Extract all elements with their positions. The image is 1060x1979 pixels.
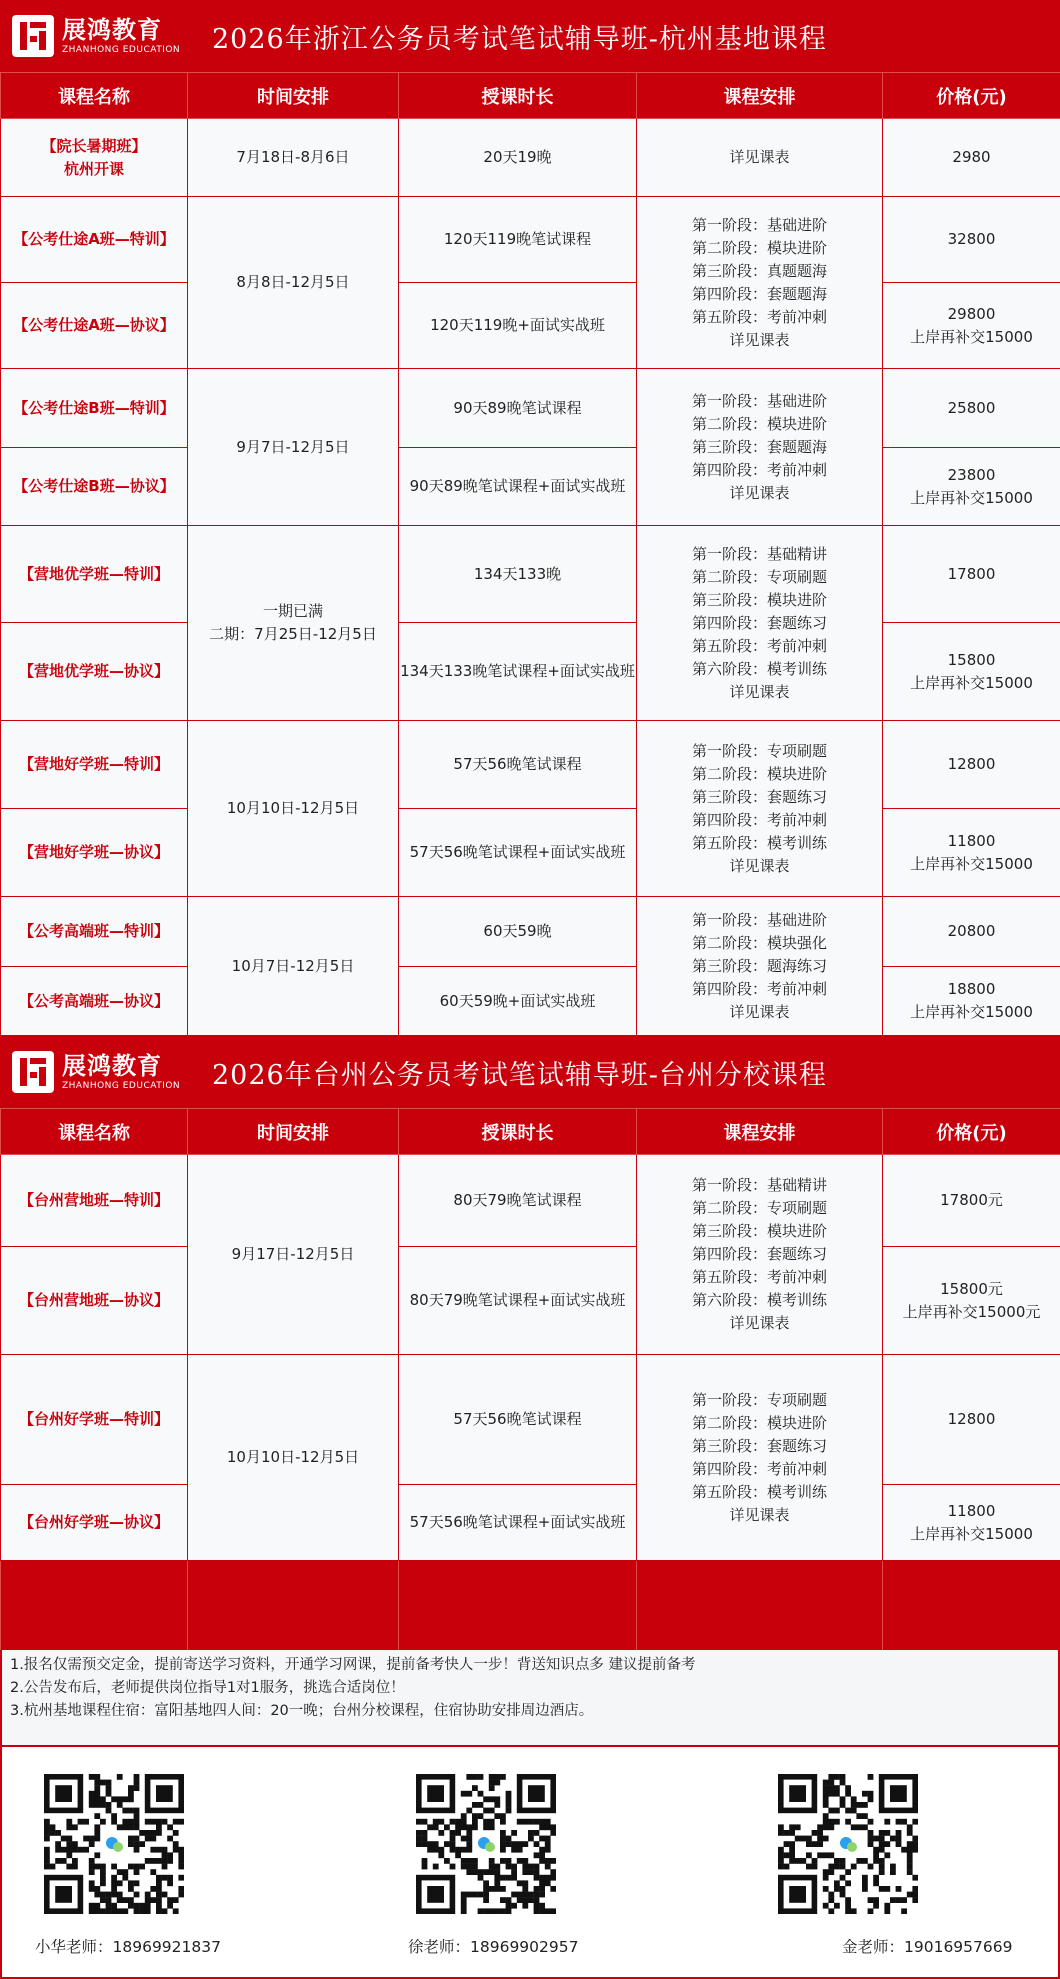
schedule-cell: [637, 197, 883, 369]
duration-cell: 134天133晚笔试课程+面试实战班: [399, 623, 637, 721]
schedule-line: 第五阶段：考前冲刺: [691, 636, 827, 655]
course-table-hangzhou: [0, 72, 1060, 1036]
duration-cell: 57天56晚笔试课程: [399, 1355, 637, 1485]
duration-cell: 120天119晚笔试课程: [399, 197, 637, 283]
course-name-cell: 【营地优学班—协议】: [1, 623, 188, 721]
header-duration: 授课时长: [399, 73, 637, 119]
empty-cell: [1, 1561, 188, 1651]
price-value: 11800: [947, 831, 996, 850]
empty-cell: [883, 1561, 1060, 1651]
brand-logo: [12, 15, 190, 57]
schedule-line: 第四阶段：考前冲刺: [691, 979, 827, 998]
price-cell: [883, 1485, 1060, 1561]
schedule-line: 第四阶段：套题练习: [691, 1245, 827, 1263]
course-name-cell: 【台州营地班—特训】: [1, 1155, 188, 1247]
table-row: [1, 1247, 1060, 1355]
schedule-line: 详见课表: [729, 330, 790, 349]
duration-cell: 57天56晚笔试课程+面试实战班: [399, 809, 637, 897]
schedule-cell: [637, 897, 883, 1036]
header-banner-hangzhou: [0, 0, 1060, 72]
table-row: [1, 197, 1060, 283]
table-row: [1, 369, 1060, 448]
contact-xu: 徐老师：18969902957: [408, 1938, 579, 1956]
price-cell: 17800: [883, 526, 1060, 623]
schedule-line: 第六阶段：模考训练: [691, 1291, 827, 1309]
empty-cell: [399, 1561, 637, 1651]
schedule-line: 第二阶段：模块进阶: [691, 238, 827, 257]
schedule-line: 第一阶段：基础进阶: [691, 910, 827, 929]
time-cell: 8月8日-12月5日: [188, 197, 399, 369]
time-cell: 7月18日-8月6日: [188, 119, 399, 197]
schedule-line: 详见课表: [729, 483, 790, 502]
schedule-line: 第一阶段：专项刷题: [691, 741, 827, 760]
schedule-line: 第五阶段：模考训练: [691, 1482, 827, 1501]
price-value: 23800: [947, 465, 996, 484]
duration-cell: 57天56晚笔试课程: [399, 721, 637, 809]
time-cell: 9月17日-12月5日: [188, 1155, 399, 1355]
schedule-line: 详见课表: [729, 1002, 790, 1021]
schedule-line: 第三阶段：套题题海: [691, 437, 827, 456]
schedule-line: 详见课表: [729, 1314, 790, 1332]
schedule-line: 第一阶段：基础进阶: [691, 215, 827, 234]
time-cell: 10月10日-12月5日: [188, 1355, 399, 1561]
schedule-cell: 详见课表: [637, 119, 883, 197]
table-row: [1, 809, 1060, 897]
price-cell: 17800元: [883, 1155, 1060, 1247]
schedule-line: 第五阶段：考前冲刺: [691, 1268, 827, 1286]
time-status: 一期已满: [262, 602, 323, 620]
schedule-line: 第二阶段：模块进阶: [691, 1413, 827, 1432]
duration-cell: 60天59晚+面试实战班: [399, 967, 637, 1036]
price-note: 上岸再补交15000: [910, 854, 1033, 873]
duration-cell: 120天119晚+面试实战班: [399, 283, 637, 369]
empty-cell: [188, 1561, 399, 1651]
schedule-cell: [637, 369, 883, 526]
course-name-cell: 【台州好学班—特训】: [1, 1355, 188, 1485]
table-row: [1, 1155, 1060, 1247]
schedule-line: 第四阶段：考前冲刺: [691, 810, 827, 829]
note-line: 2.公告发布后，老师提供岗位指导1对1服务，挑选合适岗位！: [10, 1680, 405, 1696]
schedule-line: 第三阶段：套题练习: [691, 787, 827, 806]
empty-red-row: [1, 1561, 1060, 1651]
logo-english-name: ZHANHONG EDUCATION: [62, 1080, 181, 1091]
schedule-line: 第一阶段：基础进阶: [691, 391, 827, 410]
header-schedule: 课程安排: [637, 1109, 883, 1155]
schedule-line: 第一阶段：专项刷题: [691, 1390, 827, 1409]
schedule-line: 第五阶段：考前冲刺: [691, 307, 827, 326]
price-note: 上岸再补交15000元: [902, 1302, 1041, 1321]
duration-cell: 20天19晚: [399, 119, 637, 197]
schedule-line: 第二阶段：模块强化: [691, 933, 827, 952]
header-duration: 授课时长: [399, 1109, 637, 1155]
price-cell: 25800: [883, 369, 1060, 448]
price-cell: [883, 623, 1060, 721]
logo-mark-icon: [12, 15, 54, 57]
header-course-name: 课程名称: [1, 1109, 188, 1155]
note-line: 3.杭州基地课程住宿：富阳基地四人间：20一晚；台州分校课程，住宿协助安排周边酒店。: [10, 1703, 594, 1719]
header-price: 价格(元): [883, 1109, 1060, 1155]
course-name-cell: 【公考仕途A班—协议】: [1, 283, 188, 369]
logo-name: 展鸿教育: [62, 15, 162, 44]
schedule-cell: [637, 1155, 883, 1355]
schedule-line: 详见课表: [729, 682, 790, 701]
section-title-hangzhou: 2026年浙江公务员考试笔试辅导班-杭州基地课程: [212, 23, 827, 55]
schedule-line: 第二阶段：专项刷题: [691, 567, 827, 586]
table-row: [1, 283, 1060, 369]
header-price: 价格(元): [883, 73, 1060, 119]
table-row: [1, 1485, 1060, 1561]
price-note: 上岸再补交15000: [910, 1003, 1033, 1021]
price-cell: 12800: [883, 721, 1060, 809]
course-name: 【院长暑期班】: [41, 136, 147, 155]
schedule-cell: [637, 526, 883, 721]
table-row: [1, 623, 1060, 721]
logo-name: 展鸿教育: [62, 1051, 162, 1080]
brand-logo: [12, 1051, 190, 1093]
duration-cell: 90天89晚笔试课程: [399, 369, 637, 448]
course-name-cell: 【台州好学班—协议】: [1, 1485, 188, 1561]
duration-cell: 60天59晚: [399, 897, 637, 967]
schedule-cell: [637, 721, 883, 897]
table-row: [1, 448, 1060, 526]
contact-xiaohua: 小华老师：18969921837: [35, 1938, 221, 1956]
duration-cell: 80天79晚笔试课程: [399, 1155, 637, 1247]
section-title-taizhou: 2026年台州公务员考试笔试辅导班-台州分校课程: [212, 1059, 827, 1091]
time-cell: 9月7日-12月5日: [188, 369, 399, 526]
course-name-cell: 【营地好学班—特训】: [1, 721, 188, 809]
notes-box: [0, 1650, 1060, 1745]
price-note: 上岸再补交15000: [910, 327, 1033, 346]
header-time: 时间安排: [188, 1109, 399, 1155]
duration-cell: 90天89晚笔试课程+面试实战班: [399, 448, 637, 526]
qr-code-icon[interactable]: [778, 1774, 918, 1914]
price-value: 29800: [947, 304, 996, 323]
schedule-line: 第三阶段：模块进阶: [691, 1222, 827, 1240]
schedule-line: 第二阶段：模块进阶: [691, 764, 827, 783]
price-note: 上岸再补交15000: [910, 1524, 1033, 1543]
contact-section: [0, 1745, 1060, 1979]
note-line: 1.报名仅需预交定金，提前寄送学习资料，开通学习网课，提前备考快人一步！背送知识点多 建议提前备考: [10, 1657, 696, 1673]
price-value: 18800: [947, 980, 996, 998]
schedule-cell: [637, 1355, 883, 1561]
price-cell: 12800: [883, 1355, 1060, 1485]
price-value: 15800元: [940, 1279, 1003, 1298]
price-cell: 20800: [883, 897, 1060, 967]
duration-cell: 134天133晚: [399, 526, 637, 623]
schedule-line: 第四阶段：考前冲刺: [691, 460, 827, 479]
qr-code-icon[interactable]: [44, 1774, 184, 1914]
schedule-line: 第四阶段：套题题海: [691, 284, 827, 303]
price-cell: [883, 1247, 1060, 1355]
course-name-cell: 【公考仕途A班—特训】: [1, 197, 188, 283]
contact-jin: 金老师：19016957669: [842, 1938, 1013, 1956]
schedule-line: 第一阶段：基础精讲: [691, 544, 827, 563]
duration-cell: 57天56晚笔试课程+面试实战班: [399, 1485, 637, 1561]
table-row: [1, 526, 1060, 623]
schedule-line: 第三阶段：真题题海: [691, 261, 827, 280]
empty-cell: [637, 1561, 883, 1651]
price-cell: [883, 448, 1060, 526]
course-name-cell: 【公考仕途B班—特训】: [1, 369, 188, 448]
schedule-line: 第五阶段：模考训练: [691, 833, 827, 852]
schedule-line: 第六阶段：模考训练: [691, 659, 827, 678]
schedule-line: 第三阶段：套题练习: [691, 1436, 827, 1455]
qr-code-icon[interactable]: [416, 1774, 556, 1914]
price-cell: [883, 967, 1060, 1036]
course-name-cell: 【公考高端班—协议】: [1, 967, 188, 1036]
price-cell: 2980: [883, 119, 1060, 197]
schedule-line: 第三阶段：题海练习: [691, 956, 827, 975]
table-row: [1, 1355, 1060, 1485]
table-row: [1, 967, 1060, 1036]
price-cell: [883, 283, 1060, 369]
time-range: 二期：7月25日-12月5日: [209, 625, 377, 643]
table-row: [1, 721, 1060, 809]
price-note: 上岸再补交15000: [910, 673, 1033, 692]
time-cell: [188, 526, 399, 721]
price-value: 15800: [947, 650, 996, 669]
course-name-cell: [1, 119, 188, 197]
logo-mark-icon: [12, 1051, 54, 1093]
schedule-line: 第二阶段：模块进阶: [691, 414, 827, 433]
duration-cell: 80天79晚笔试课程+面试实战班: [399, 1247, 637, 1355]
schedule-line: 详见课表: [729, 1505, 790, 1524]
course-name-cell: 【营地优学班—特训】: [1, 526, 188, 623]
schedule-line: 详见课表: [729, 856, 790, 875]
schedule-line: 第二阶段：专项刷题: [691, 1199, 827, 1217]
time-cell: 10月10日-12月5日: [188, 721, 399, 897]
course-name-cell: 【营地好学班—协议】: [1, 809, 188, 897]
price-note: 上岸再补交15000: [910, 488, 1033, 507]
course-name-cell: 【公考仕途B班—协议】: [1, 448, 188, 526]
course-table-taizhou: [0, 1108, 1060, 1651]
course-name-cell: 【台州营地班—协议】: [1, 1247, 188, 1355]
header-schedule: 课程安排: [637, 73, 883, 119]
price-cell: 32800: [883, 197, 1060, 283]
table-header-row: [1, 73, 1060, 119]
schedule-line: 第四阶段：考前冲刺: [691, 1459, 827, 1478]
header-banner-taizhou: [0, 1036, 1060, 1108]
price-value: 11800: [947, 1501, 996, 1520]
logo-english-name: ZHANHONG EDUCATION: [62, 44, 181, 55]
schedule-line: 第四阶段：套题练习: [691, 613, 827, 632]
course-name-cell: 【公考高端班—特训】: [1, 897, 188, 967]
schedule-line: 第一阶段：基础精讲: [691, 1176, 827, 1194]
header-course-name: 课程名称: [1, 73, 188, 119]
table-row: [1, 119, 1060, 197]
table-row: [1, 897, 1060, 967]
header-time: 时间安排: [188, 73, 399, 119]
time-cell: 10月7日-12月5日: [188, 897, 399, 1036]
price-cell: [883, 809, 1060, 897]
table-header-row: [1, 1109, 1060, 1155]
course-location: 杭州开课: [63, 159, 124, 178]
schedule-line: 第三阶段：模块进阶: [691, 590, 827, 609]
